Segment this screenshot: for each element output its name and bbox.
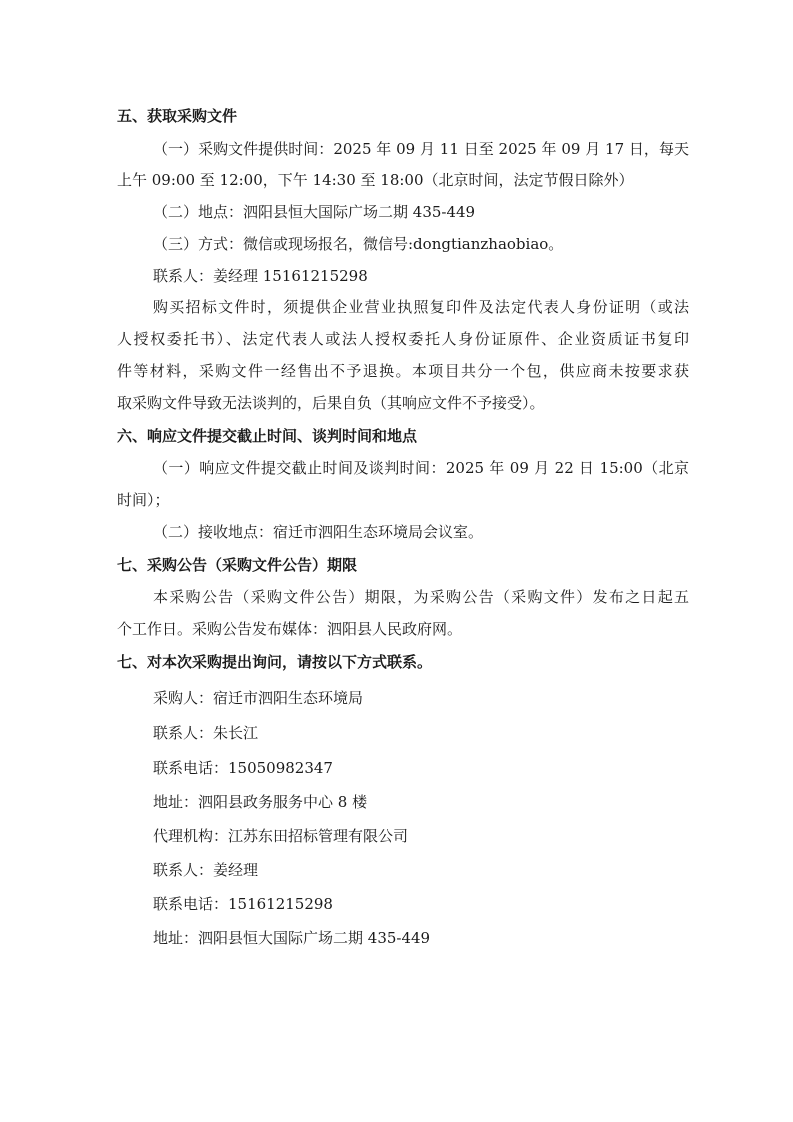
section-8-heading: 七、对本次采购提出询问，请按以下方式联系。: [117, 653, 433, 671]
purchaser-contact: 联系人：朱长江: [153, 724, 259, 742]
s6-item1-line2: 时间）；: [117, 491, 170, 509]
s6-item2: （二）接收地点：宿迁市泗阳生态环境局会议室。: [153, 523, 484, 541]
s6-item1-line1: （一）响应文件提交截止时间及谈判时间：2025 年 09 月 22 日 15:00（北京: [153, 459, 689, 477]
s5-para-line2: 人授权委托书）、法定代表人或法人授权委托人身份证原件、企业资质证书复印: [117, 330, 689, 348]
agency-address: 地址：泗阳县恒大国际广场二期 435-449: [153, 929, 431, 947]
agency-contact: 联系人：姜经理: [153, 861, 259, 879]
section-7-heading: 七、采购公告（采购文件公告）期限: [117, 556, 358, 574]
s7-para-line2: 个工作日。采购公告发布媒体：泗阳县人民政府网。: [117, 620, 463, 638]
s5-para-line1: 购买招标文件时，须提供企业营业执照复印件及法定代表人身份证明（或法: [153, 298, 689, 316]
s5-para-line3: 件等材料，采购文件一经售出不予退换。本项目共分一个包，供应商未按要求获: [117, 362, 689, 380]
s7-para-line1: 本采购公告（采购文件公告）期限，为采购公告（采购文件）发布之日起五: [153, 588, 689, 606]
s5-item3: （三）方式：微信或现场报名，微信号:dongtianzhaobiao。: [153, 235, 564, 253]
agency-phone: 联系电话：15161215298: [153, 895, 333, 913]
purchaser-phone: 联系电话：15050982347: [153, 759, 333, 777]
s5-item2: （二）地点：泗阳县恒大国际广场二期 435-449: [153, 203, 476, 221]
purchaser-name: 采购人：宿迁市泗阳生态环境局: [153, 689, 364, 707]
s5-item1-line1: （一）采购文件提供时间：2025 年 09 月 11 日至 2025 年 09 月 17 日，每天: [153, 140, 689, 158]
purchaser-address: 地址：泗阳县政务服务中心 8 楼: [153, 793, 368, 811]
s5-item1-line2: 上午 09:00 至 12:00，下午 14:30 至 18:00（北京时间，法定节假日除外）: [117, 171, 634, 189]
s5-para-line4: 取采购文件导致无法谈判的，后果自负（其响应文件不予接受）。: [117, 394, 545, 412]
agency-name: 代理机构：江苏东田招标管理有限公司: [153, 827, 409, 845]
s5-contact: 联系人：姜经理 15161215298: [153, 267, 368, 285]
section-5-heading: 五、获取采购文件: [117, 107, 238, 125]
section-6-heading: 六、响应文件提交截止时间、谈判时间和地点: [117, 427, 418, 445]
